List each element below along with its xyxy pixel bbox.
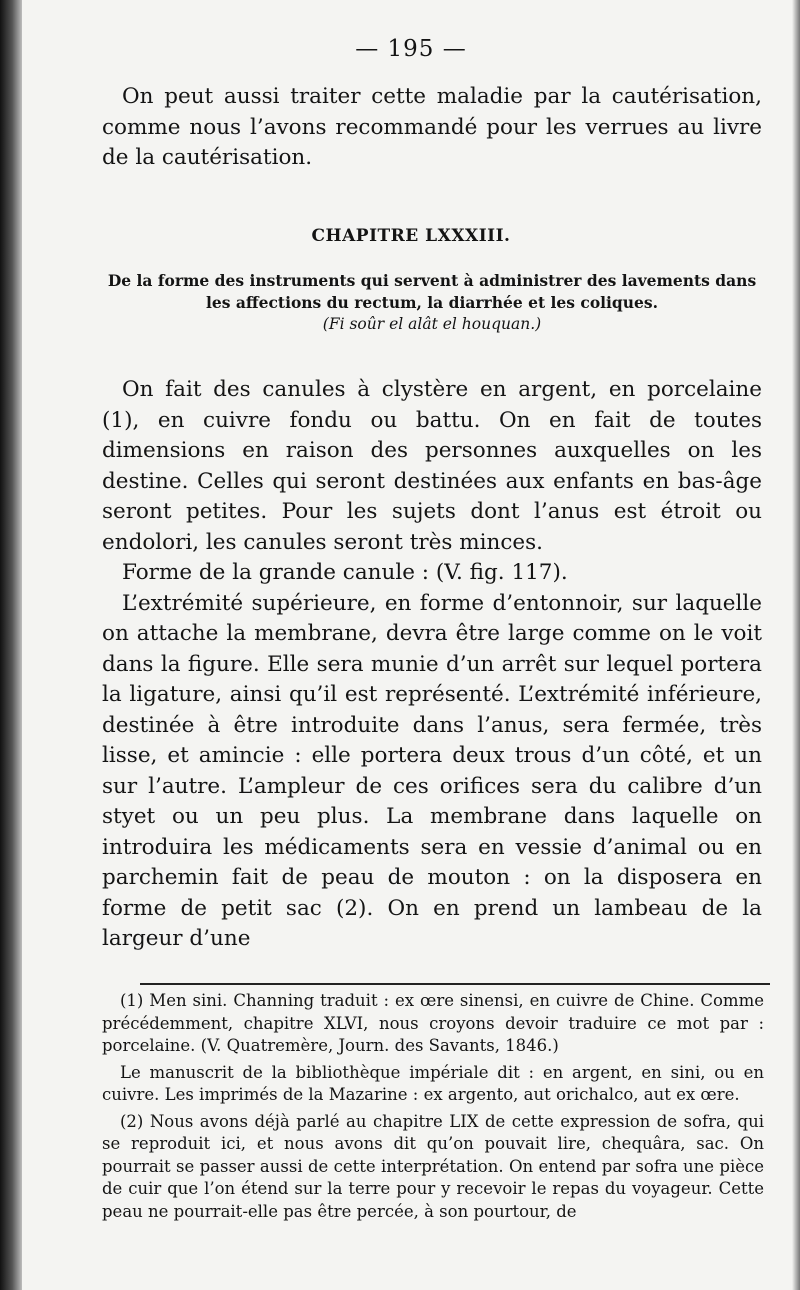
intro-paragraph-block — [102, 82, 762, 174]
page-gutter-shadow — [0, 0, 22, 1290]
paragraph-extremite: L’extrémité supérieure, en forme d’entonnoir, sur laquelle on attache la membrane, devra être large comme on le voit dans la figure. Elle sera munie d’un arrêt sur lequel portera la ligature, ainsi qu’il est représenté. L’extrémité inférieure, destinée à être introduite dans l’anus, sera fermée, très lisse, et amincie : elle portera deux trous d’un côté, et un sur l’autre. L’ampleur de ces orifices sera du calibre d’un styet ou un peu plus. La membrane dans laquelle on introduira les médicaments sera en vessie d’animal ou en parchemin fait de peau de mouton : on la disposera en forme de petit sac (2). On en prend un lambeau de la largeur d’une — [102, 590, 762, 951]
footnote-2: (2) Nous avons déjà parlé au chapitre LIX de cette expression de sofra, qui se reproduit ici, et nous avons dit qu’on pouvait lire, chequâra, sac. On pourrait se passer aussi de cette interprétation. On entend par sofra une pièce de cuir que l’on étend sur la terre pour y recevoir le repas du voyageur. Cette peau ne pourrait-elle pas être percée, à son pourtour, de — [102, 1111, 764, 1221]
chapter-title: CHAPITRE LXXXIII. — [311, 226, 511, 246]
intro-paragraph: On peut aussi traiter cette maladie par la cautérisation, comme nous l’avons recommandé pour les verrues au livre de la cautérisation. — [102, 84, 762, 170]
book-page — [22, 0, 800, 1290]
footnote-separator — [140, 983, 770, 985]
page-right-edge — [792, 0, 800, 1290]
footnote-1-continued: Le manuscrit de la bibliothèque impériale dit : en argent, en sini, ou en cuivre. Les imprimés de la Mazarine : ex argento, aut orichalco, aut ex œre. — [102, 1062, 764, 1104]
footnote-1: (1) Men sini. Channing traduit : ex œre sinensi, en cuivre de Chine. Comme précédemment, chapitre XLVI, nous croyons devoir traduire ce mot par : porcelaine. (V. Quatremère, Journ. des Savants, 1846.) — [102, 991, 764, 1055]
footnotes — [102, 990, 764, 1227]
chapter-transliteration: (Fi soûr el alât el houquan.) — [322, 315, 542, 333]
chapter-subtitle: De la forme des instruments qui servent à administrer des lavements dans les affections du rectum, la diarrhée et les coliques. — [107, 271, 757, 312]
page-number: — 195 — — [355, 36, 467, 62]
paragraph-canules: On fait des canules à clystère en argent, en porcelaine (1), en cuivre fondu ou battu. On en fait de toutes dimensions en raison des personnes auxquelles on les destine. Celles qui seront destinées aux enfants en bas-âge seront petites. Pour les sujets dont l’anus est étroit ou endolori, les canules seront très minces. — [102, 377, 762, 555]
paragraph-grande-canule: Forme de la grande canule : (V. fig. 117). — [122, 560, 568, 585]
main-text — [102, 375, 762, 955]
